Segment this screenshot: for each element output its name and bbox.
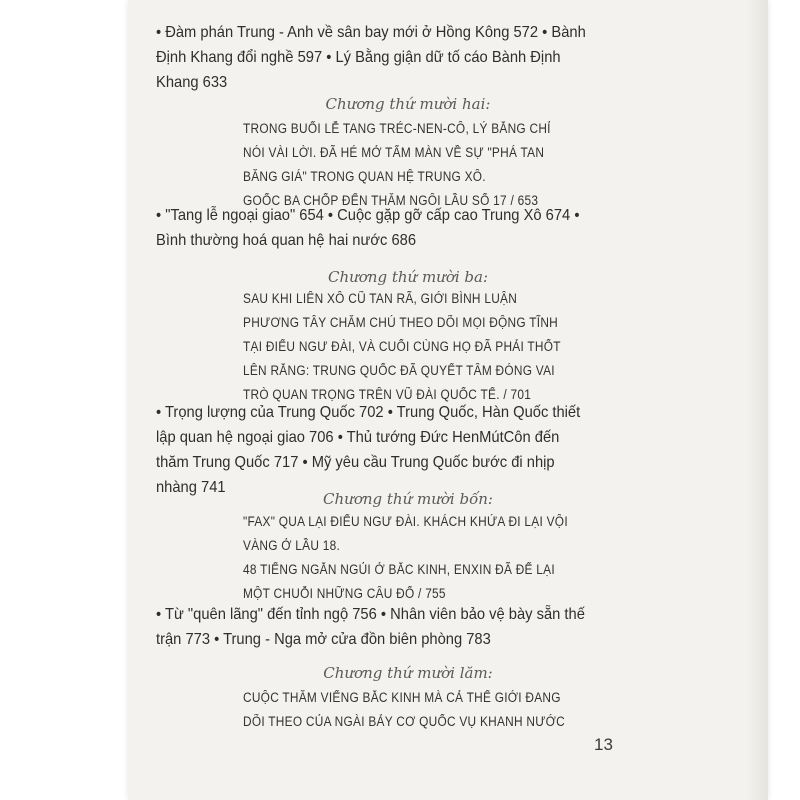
- summary-line: TRÒ QUAN TRỌNG TRÊN VŨ ĐÀI QUỐC TẾ. / 701: [243, 387, 532, 402]
- summary-line: NÓI VÀI LỜI. ĐÃ HÉ MỞ TẤM MÀN VỀ SỰ "PHÁ TAN: [243, 145, 545, 160]
- chapter-12-items: • "Tang lễ ngoại giao" 654 • Cuộc gặp gỡ cấp cao Trung Xô 674 • Bình thường hoá quan hệ hai nước 686: [156, 207, 580, 249]
- summary-line: CUỘC THĂM VIẾNG BẮC KINH MÀ CẢ THẾ GIỚI ĐANG: [243, 690, 561, 705]
- chapter-14-items: • Từ "quên lãng" đến tỉnh ngộ 756 • Nhân viên bảo vệ bày sẵn thế trận 773 • Trung - Nga mở cửa đồn biên phòng 783: [156, 606, 585, 648]
- book-page: [128, 0, 768, 800]
- summary-line: SAU KHI LIÊN XÔ CŨ TAN RÃ, GIỚI BÌNH LUẬN: [243, 291, 518, 306]
- summary-line: "FAX" QUA LẠI ĐIẾU NGƯ ĐÀI. KHÁCH KHỨA ĐI LẠI VỘI: [243, 514, 568, 529]
- summary-line: TRONG BUỔI LỄ TANG TRÉC-NEN-CÔ, LÝ BẰNG CHỈ: [243, 121, 551, 136]
- summary-line: BĂNG GIÁ" TRONG QUAN HỆ TRUNG XÔ.: [243, 169, 486, 184]
- page-number: 13: [594, 735, 613, 754]
- chapter-12-summary: [243, 117, 593, 213]
- chapter-13-summary: [243, 287, 604, 407]
- summary-line: MỘT CHUỖI NHỮNG CÂU ĐỐ / 755: [243, 586, 446, 601]
- summary-line: DÕI THEO CỦA NGÀI BẢY CƠ QUỐC VỤ KHANH NƯỚC: [243, 714, 565, 729]
- summary-line: VÀNG Ở LẦU 18.: [243, 538, 341, 553]
- chapter-14-summary: [243, 510, 612, 606]
- summary-line: LÊN RẰNG: TRUNG QUỐC ĐÃ QUYẾT TÂM ĐÓNG VAI: [243, 363, 555, 378]
- chapter-12-heading: Chương thứ mười hai:: [325, 95, 491, 113]
- chapter-15-heading: Chương thứ mười lăm:: [323, 664, 493, 682]
- chapter-13-items: • Trọng lượng của Trung Quốc 702 • Trung Quốc, Hàn Quốc thiết lập quan hệ ngoại giao 706 • Thủ tướng Đức HenMútCôn đến thăm Trung Quốc 717 • Mỹ yêu cầu Trung Quốc bước đi nhịp nhàng 741: [156, 404, 581, 496]
- summary-line: PHƯƠNG TÂY CHĂM CHÚ THEO DÕI MỌI ĐỘNG TĨNH: [243, 315, 559, 330]
- chapter-15-summary: [243, 686, 609, 734]
- chapter-14-heading: Chương thứ mười bốn:: [323, 490, 493, 508]
- summary-line: GOỐC BA CHỐP ĐẾN THĂM NGÔI LẦU SỐ 17 / 653: [243, 193, 539, 208]
- summary-line: TẠI ĐIẾU NGƯ ĐÀI, VÀ CUỐI CÙNG HỌ ĐÃ PHẢI THỐT: [243, 339, 561, 354]
- intro-paragraph: • Đàm phán Trung - Anh về sân bay mới ở Hồng Kông 572 • Bành Định Khang đổi nghề 597 • Lý Bằng giận dữ tố cáo Bành Định Khang 633: [156, 24, 586, 91]
- chapter-13-heading: Chương thứ mười ba:: [327, 268, 489, 286]
- summary-line: 48 TIẾNG NGẮN NGỦI Ở BẮC KINH, ENXIN ĐÃ ĐỂ LẠI: [243, 562, 555, 577]
